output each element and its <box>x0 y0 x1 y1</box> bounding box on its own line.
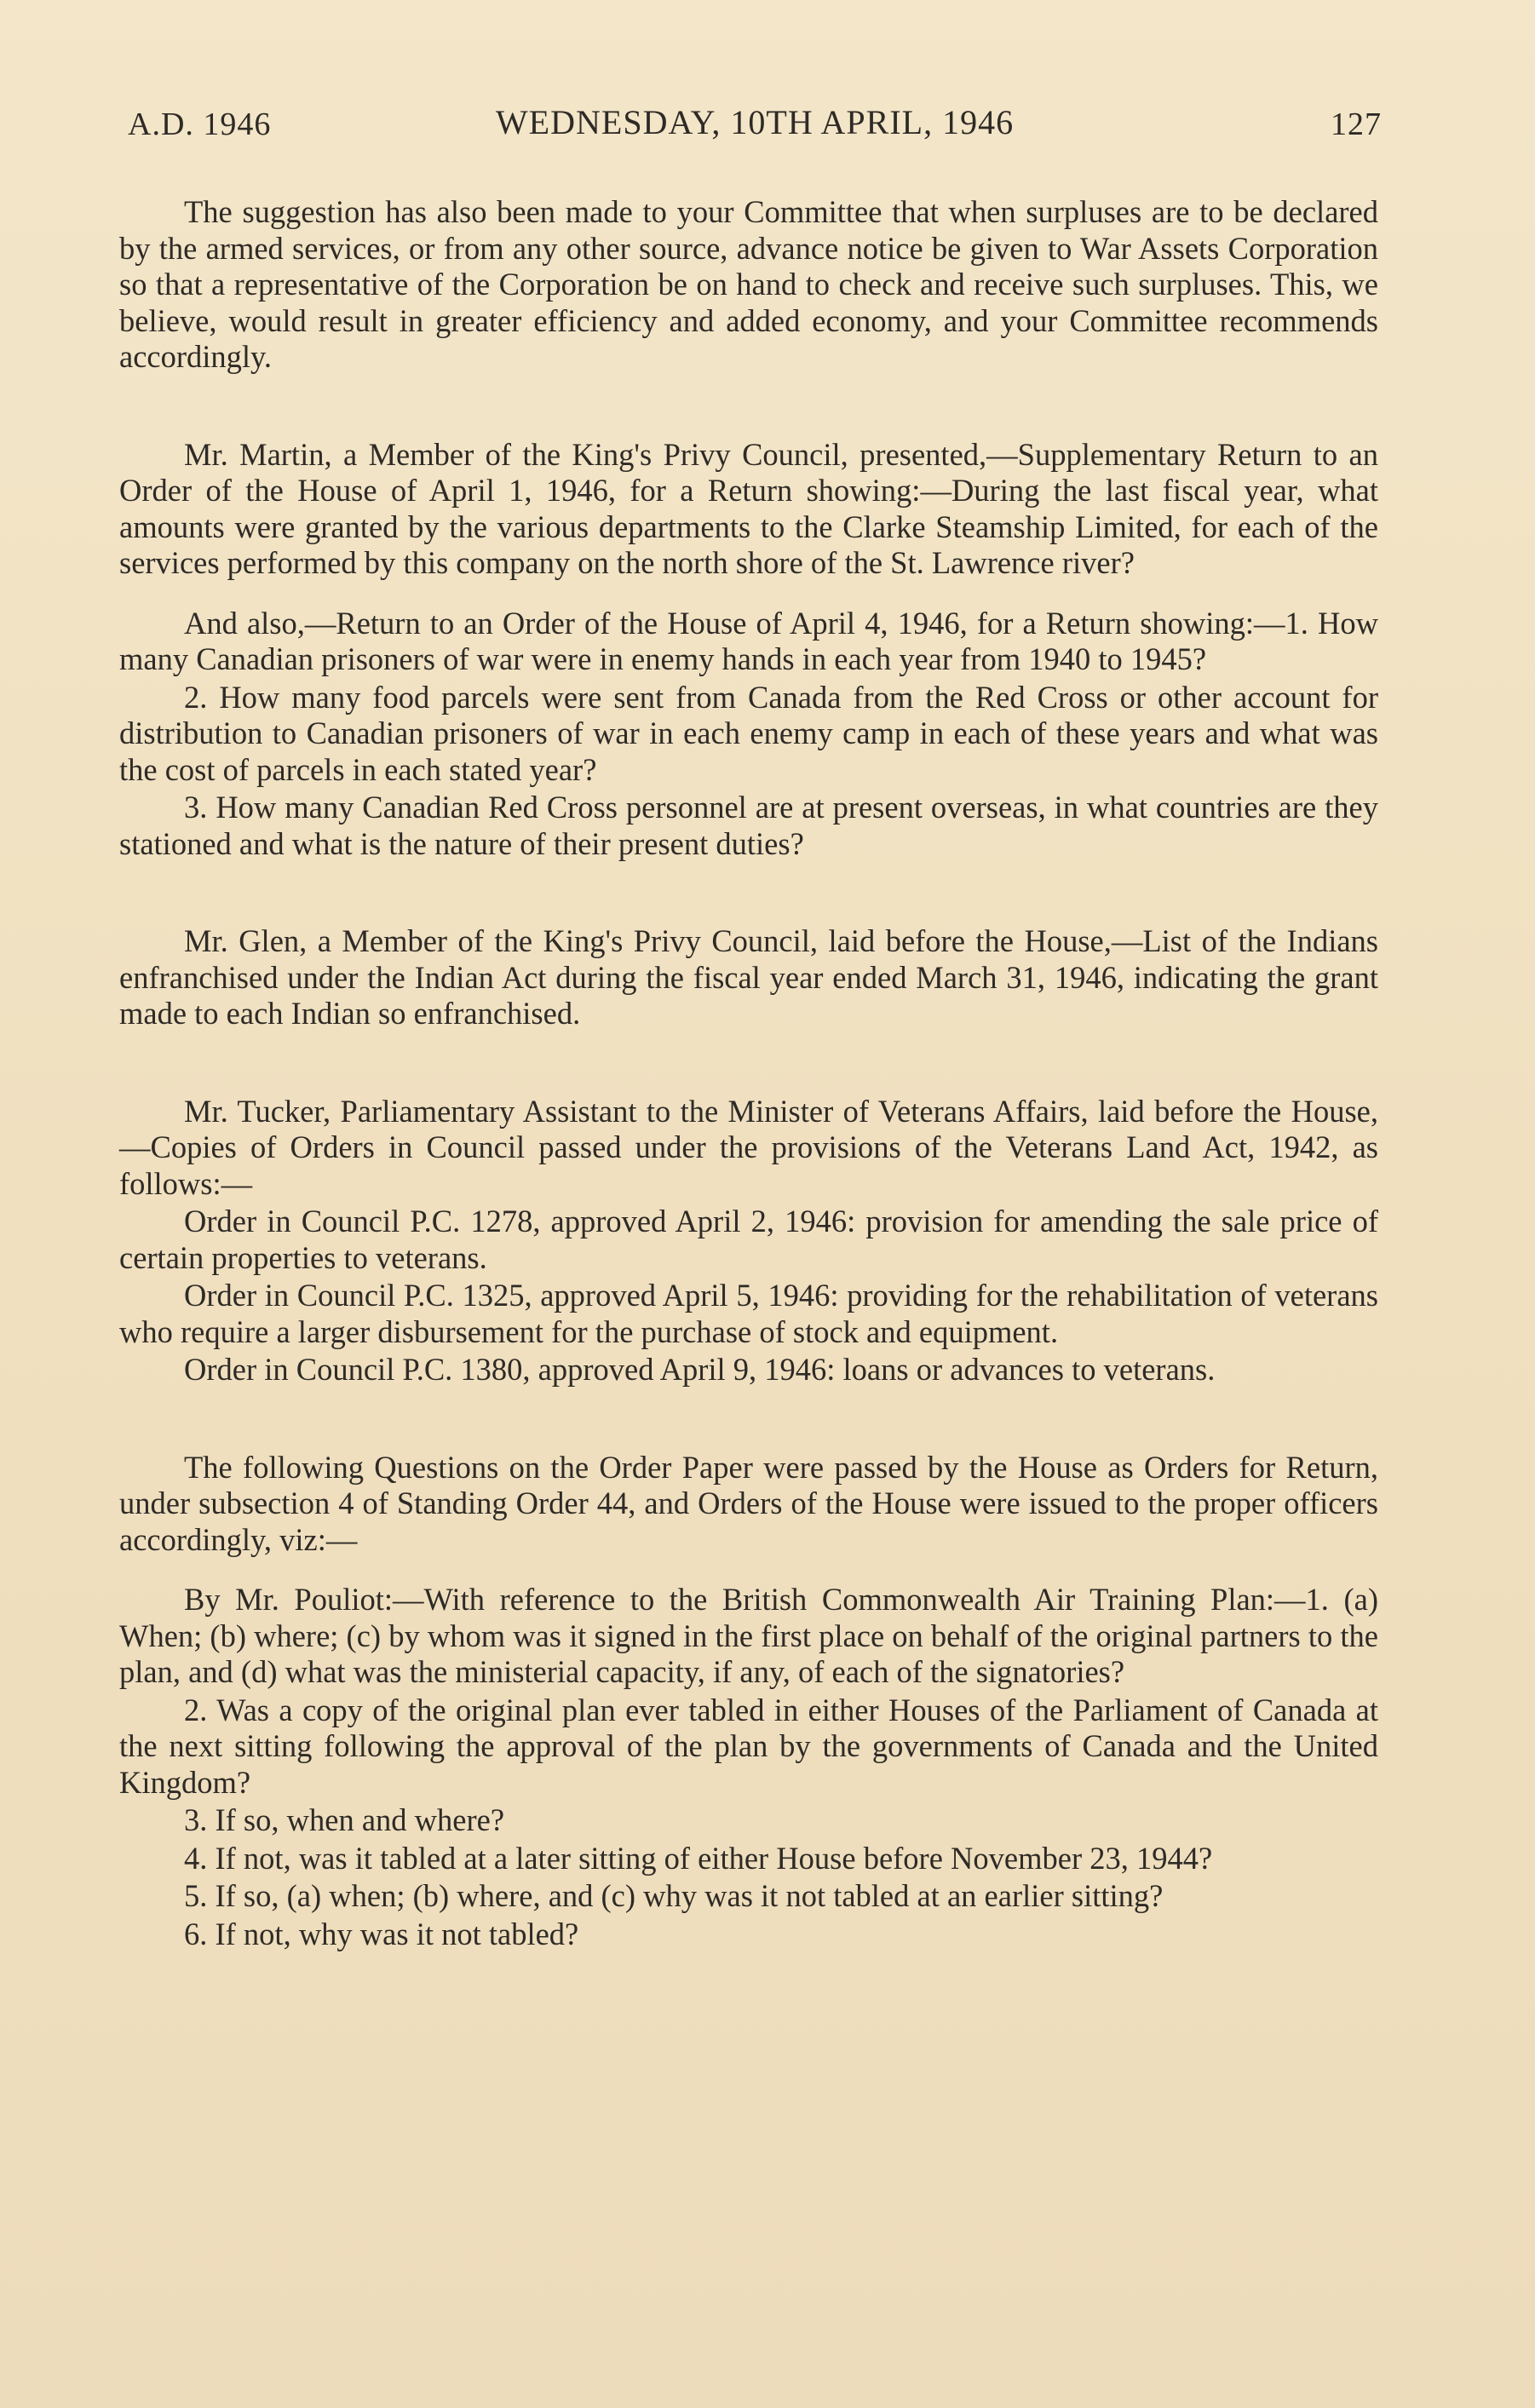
page-header <box>128 95 1382 150</box>
paragraph-pouliot-question-5: 5. If so, (a) when; (b) where, and (c) why was it not tabled at an earlier sitting? <box>184 1878 1164 1913</box>
page-body <box>119 194 1378 1952</box>
header-date-title: WEDNESDAY, 10TH APRIL, 1946 <box>495 103 1015 141</box>
paragraph-order-1278: Order in Council P.C. 1278, approved April 2, 1946: provision for amending the sale price of certain properties to veterans. <box>119 1204 1378 1275</box>
paragraph-tucker-veterans: Mr. Tucker, Parliamentary Assistant to the Minister of Veterans Affairs, laid before the House,—Copies of Orders in Council passed under the provisions of the Veterans Land Act, 1942, as follows:— <box>119 1093 1378 1201</box>
header-year: A.D. 1946 <box>128 106 272 142</box>
paragraph-surpluses: The suggestion has also been made to your Committee that when surpluses are to be declared by the armed services, or from any other source, advance notice be given to War Assets Corporation so that a representative of the Corporation be on hand to check and receive such surpluses. This, we believe, would result in greater efficiency and added economy, and your Committee recommends accordingly. <box>119 194 1378 374</box>
paragraph-questions-passed: The following Questions on the Order Paper were passed by the House as Orders for Return, under subsection 4 of Standing Order 44, and Orders of the House were issued to the proper officers accordingly, viz:— <box>119 1449 1378 1557</box>
paragraph-pouliot-question-6: 6. If not, why was it not tabled? <box>184 1916 579 1951</box>
paragraph-order-1380: Order in Council P.C. 1380, approved April 9, 1946: loans or advances to veterans. <box>184 1352 1216 1387</box>
paragraph-glen-indians: Mr. Glen, a Member of the King's Privy Council, laid before the House,—List of the Indians enfranchised under the Indian Act during the fiscal year ended March 31, 1946, indicating the grant made to each Indian so enfranchised. <box>119 923 1378 1031</box>
paragraph-red-cross-return: And also,—Return to an Order of the House of April 4, 1946, for a Return showing:—1. How many Canadian prisoners of war were in enemy hands in each year from 1940 to 1945? <box>119 605 1378 676</box>
paragraph-food-parcels: 2. How many food parcels were sent from Canada from the Red Cross or other account for distribution to Canadian prisoners of war in each enemy camp in each of these years and what was the cost of parcels in each stated year? <box>119 679 1378 787</box>
paragraph-order-1325: Order in Council P.C. 1325, approved April 5, 1946: providing for the rehabilitation of veterans who require a larger disbursement for the purchase of stock and equipment. <box>119 1278 1378 1349</box>
paragraph-pouliot-question-3: 3. If so, when and where? <box>184 1802 505 1837</box>
page-number: 127 <box>1331 106 1382 142</box>
paragraph-martin-return: Mr. Martin, a Member of the King's Privy Council, presented,—Supplementary Return to an Order of the House of April 1, 1946, for a Return showing:—During the last fiscal year, what amounts were granted by the various departments to the Clarke Steamship Limited, for each of the services performed by this company on the north shore of the St. Lawrence river? <box>119 436 1378 580</box>
paragraph-pouliot-question-1: By Mr. Pouliot:—With reference to the British Commonwealth Air Training Plan:—1. (a) When; (b) where; (c) by whom was it signed in the first place on behalf of the original partners to the plan, and (d) what was the ministerial capacity, if any, of each of the signatories? <box>119 1582 1378 1689</box>
paragraph-pouliot-question-4: 4. If not, was it tabled at a later sitting of either House before November 23, 1944? <box>184 1840 1213 1876</box>
paragraph-pouliot-question-2: 2. Was a copy of the original plan ever tabled in either Houses of the Parliament of Canada at the next sitting following the approval of the plan by the governments of Canada and the United Kingdom? <box>119 1692 1378 1800</box>
paragraph-red-cross-personnel: 3. How many Canadian Red Cross personnel are at present overseas, in what countries are they stationed and what is the nature of their present duties? <box>119 790 1378 861</box>
